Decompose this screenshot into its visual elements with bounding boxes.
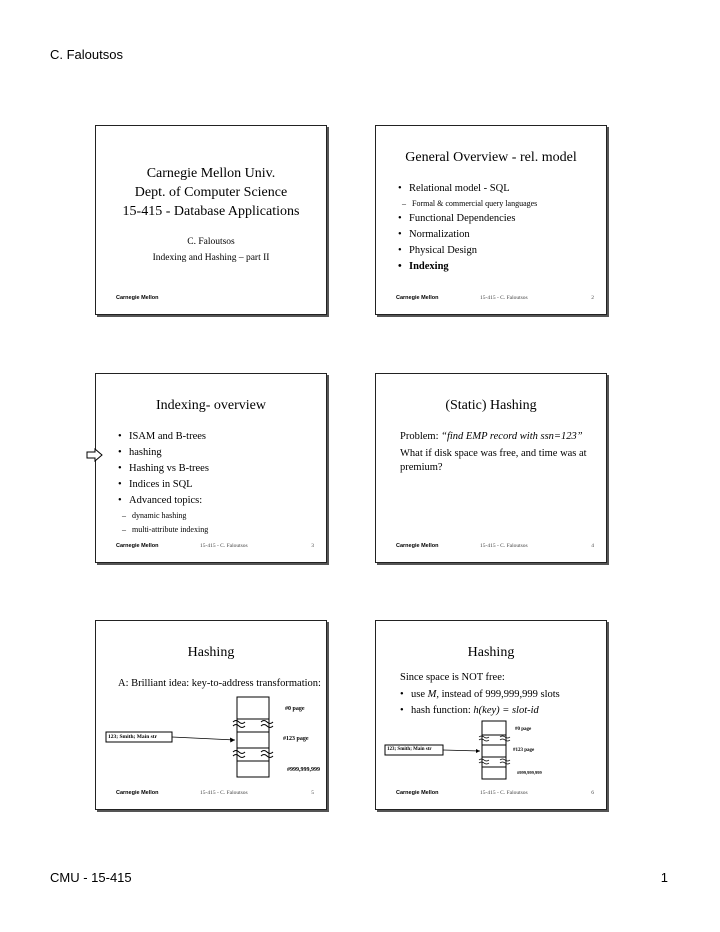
brand: Carnegie Mellon (116, 790, 159, 796)
slide6-text: Since space is NOT free: (400, 672, 505, 683)
list-item: – Formal & commercial query languages (398, 197, 600, 211)
label-page-0: #0 page (285, 706, 305, 712)
title-line: 15-415 - Database Applications (122, 204, 300, 219)
slide-1 (95, 125, 327, 315)
brand: Carnegie Mellon (116, 295, 159, 301)
list-item: – dynamic hashing (118, 509, 320, 523)
brand: Carnegie Mellon (396, 295, 439, 301)
slide-footer (96, 790, 326, 798)
bullet-list (118, 429, 320, 537)
slide-title: (Static) Hashing (445, 398, 537, 413)
slide-2 (375, 125, 607, 315)
problem-query: “find EMP record with ssn=123” (441, 431, 583, 442)
slide-footer (376, 790, 606, 798)
slide-number: 3 (311, 543, 314, 549)
slide-3 (95, 373, 327, 563)
slide-title: Hashing (467, 645, 515, 660)
slide-5 (95, 620, 327, 810)
course: 15-415 - C. Faloutsos (480, 295, 528, 301)
slide-4 (375, 373, 607, 563)
list-item: • use M, instead of 999,999,999 slots (400, 687, 600, 703)
title-line: Carnegie Mellon Univ. (146, 166, 276, 181)
list-item: • Advanced topics: (118, 493, 320, 509)
brand: Carnegie Mellon (116, 543, 159, 549)
list-item: • Hashing vs B-trees (118, 461, 320, 477)
slide-title: General Overview - rel. model (405, 150, 577, 165)
bullet-list (398, 181, 600, 275)
list-item: • Functional Dependencies (398, 211, 600, 227)
course: 15-415 - C. Faloutsos (480, 543, 528, 549)
slide-number: 2 (591, 295, 594, 301)
slide-footer (96, 295, 326, 303)
slide1-title (96, 164, 326, 221)
list-item: • Indices in SQL (118, 477, 320, 493)
list-item: • Normalization (398, 227, 600, 243)
course: 15-415 - C. Faloutsos (200, 790, 248, 796)
slide-footer (376, 295, 606, 303)
label-page-123: #123 page (283, 736, 309, 742)
arrow-pointer-icon (86, 448, 104, 462)
list-item: • Physical Design (398, 243, 600, 259)
slide-number: 5 (311, 790, 314, 796)
title-line: Dept. of Computer Science (134, 185, 288, 200)
label-page-123: #123 page (513, 748, 535, 753)
hash-diagram (376, 621, 608, 811)
slide-number: 6 (591, 790, 594, 796)
author: C. Faloutsos (187, 237, 235, 247)
list-item: – multi-attribute indexing (118, 523, 320, 537)
record-label: 123; Smith; Main str (387, 747, 432, 752)
slide-6 (375, 620, 607, 810)
subtitle: Indexing and Hashing – part II (152, 253, 270, 263)
page-footer-left: CMU - 15-415 (50, 870, 132, 885)
problem-label: Problem: (400, 431, 442, 442)
problem-text (400, 430, 598, 444)
course: 15-415 - C. Faloutsos (480, 790, 528, 796)
slide-title: Hashing (187, 645, 235, 660)
hash-diagram (96, 621, 328, 811)
label-page-last: #999,999,999 (287, 767, 320, 773)
list-item: • Relational model - SQL (398, 181, 600, 197)
slide-footer (96, 543, 326, 551)
list-item: • hash function: h(key) = slot-id (400, 703, 600, 719)
course: 15-415 - C. Faloutsos (200, 543, 248, 549)
slide-title: Indexing- overview (155, 398, 267, 413)
slide-number: 4 (591, 543, 594, 549)
brand: Carnegie Mellon (396, 543, 439, 549)
list-item: • ISAM and B-trees (118, 429, 320, 445)
slide5-text: A: Brilliant idea: key-to-address transformation: (118, 678, 321, 689)
record-label: 123; Smith; Main str (108, 734, 158, 740)
question-text: What if disk space was free, and time was at premium? (400, 448, 587, 473)
brand: Carnegie Mellon (396, 790, 439, 796)
list-item: • hashing (118, 445, 320, 461)
page-header: C. Faloutsos (50, 47, 123, 62)
list-item: • Indexing (398, 259, 600, 275)
label-page-last: #999,999,999 (517, 770, 542, 775)
page-number: 1 (660, 870, 668, 885)
label-page-0: #0 page (515, 727, 532, 732)
slide-footer (376, 543, 606, 551)
